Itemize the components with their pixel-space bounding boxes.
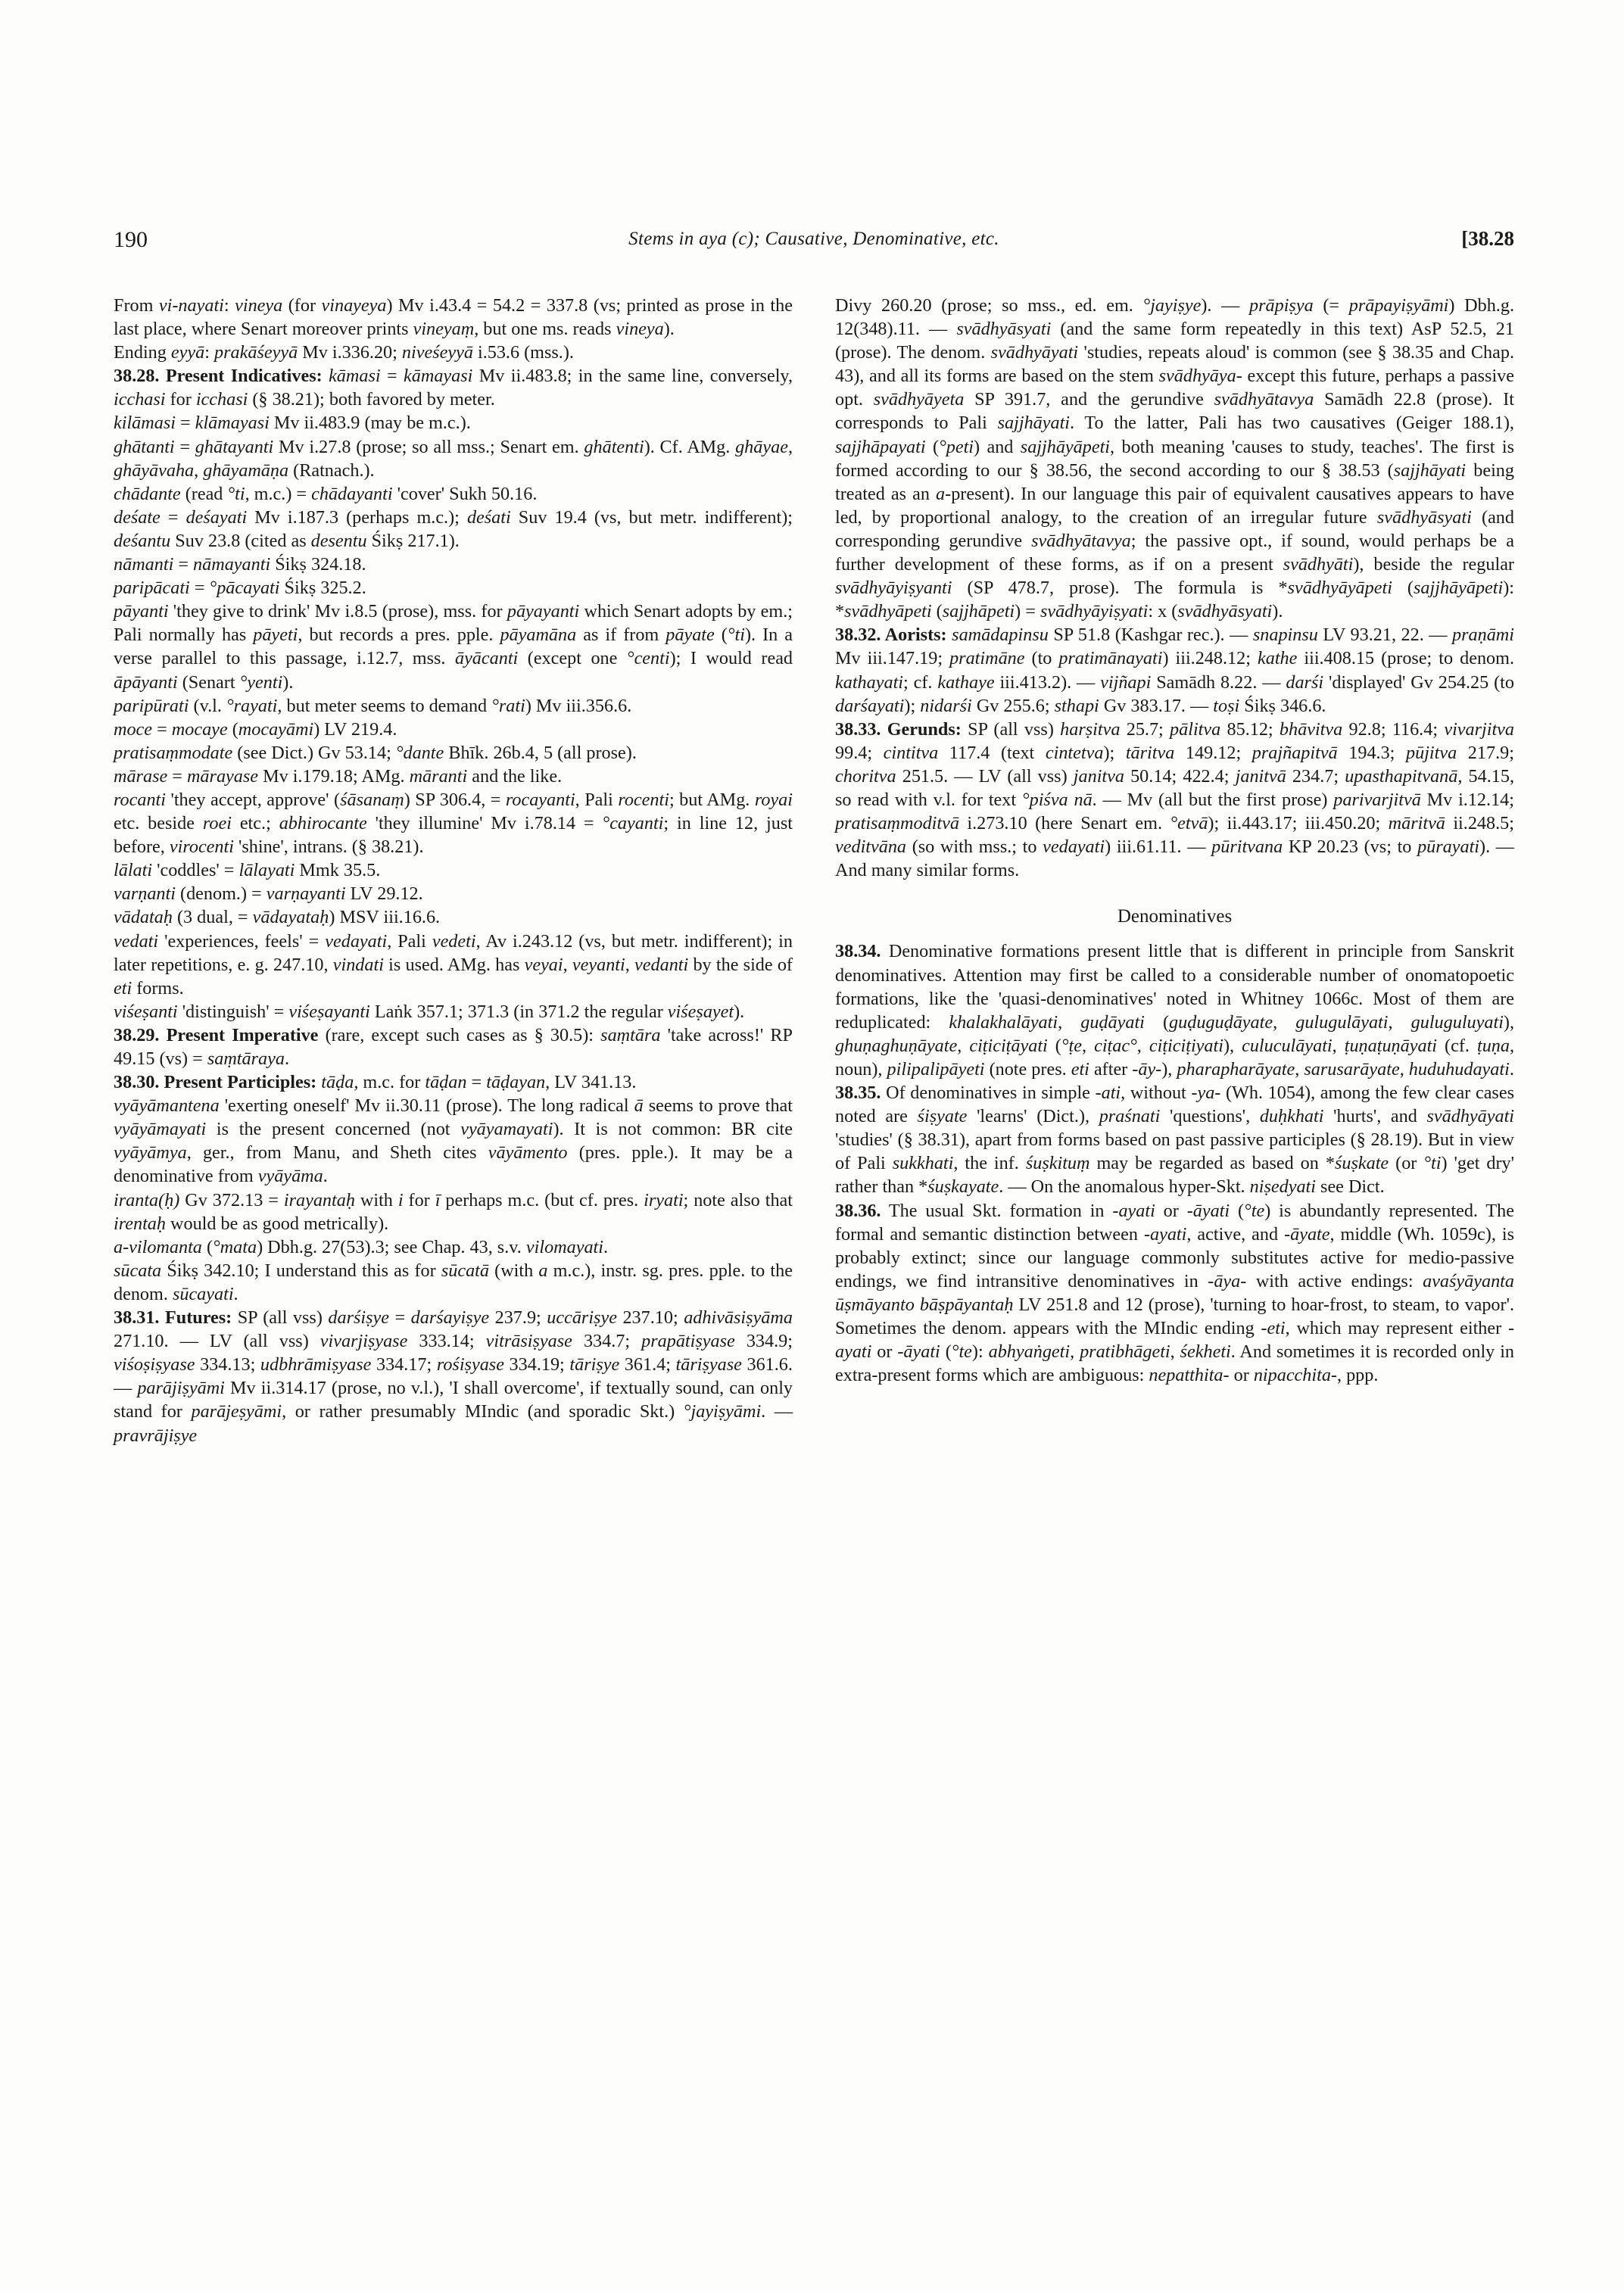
page-content [114, 227, 1514, 1447]
section-38-32: 38.32. Aorists: samādapinsu SP 51.8 (Kashgar rec.). — snapinsu LV 93.21, 22. — praṇāmi Mv iii.147.19; pratimāne (to pratimānayati) iii.248.12; kathe iii.408.15 (prose; to denom. kathayati; cf. kathaye iii.413.2). — vijñapi Samādh 8.22. — darśi 'displayed' Gv 254.25 (to darśayati); nidarśi Gv 255.6; sthapi Gv 383.17. — toṣi Śikṣ 346.6. [835, 625, 1514, 716]
section-heading-denominatives: Denominatives [1117, 906, 1233, 927]
section-38-33: 38.33. Gerunds: SP (all vss) harṣitva 25.7; pālitva 85.12; bhāvitva 92.8; 116.4; vivarjitva 99.4; cintitva 117.4 (text cintetva); tāritva 149.12; prajñapitvā 194.3; pūjitva 217.9; choritva 251.5. — LV (all vss) janitva 50.14; 422.4; janitvā 234.7; upasthapitvanā, 54.15, so read with v.l. for text °piśva nā. — Mv (all but the first prose) parivarjitvā Mv i.12.14; pratisaṃmoditvā i.273.10 (here Senart em. °etvā); ii.443.17; iii.450.20; māritvā ii.248.5; veditvāna (so with mss.; to vedayati) iii.61.11. — pūritvana KP 20.23 (vs; to pūrayati). — And many similar forms. [835, 718, 1515, 881]
paragraph: deśate = deśayati Mv i.187.3 (perhaps m.c.); deśati Suv 19.4 (vs, but metr. indifferent); deśantu Suv 23.8 (cited as desentu Śikṣ 217.1). [114, 506, 793, 551]
section-38-30: 38.30. Present Participles: tāḍa, m.c. for tāḍan = tāḍayan, LV 341.13. [114, 1072, 637, 1093]
paragraph: nāmanti = nāmayanti Śikṣ 324.18. [114, 554, 366, 575]
section-38-34: 38.34. Denominative formations present little that is different in principle from Sanskrit denominatives. Attention may first be called to a considerable number of onomatopoetic formations, like the 'quasi-denominatives' noted in Whitney 1066c. Most of them are reduplicated: khalakhalāyati, guḍāyati (guḍuguḍāyate, gulugulāyati, guluguluyati), ghuṇaghuṇāyate, ciṭiciṭāyati (°ṭe, ciṭac°, ciṭiciṭiyati), culuculāyati, ṭuṇaṭuṇāyati (cf. ṭuṇa, noun), pilipalipāyeti (note pres. eti after -āy-), pharapharāyate, sarusarāyate, huduhudayati. [835, 941, 1515, 1080]
paragraph: vedati 'experiences, feels' = vedayati, Pali vedeti, Av i.243.12 (vs, but metr. indifferent); in later repetitions, e. g. 247.10, vindati is used. AMg. has veyai, veyanti, vedanti by the side of eti forms. [114, 930, 793, 999]
section-38-35: 38.35. Of denominatives in simple -ati, without -ya- (Wh. 1054), among the few clear cases noted are śiṣyate 'learns' (Dict.), praśnati 'questions', duḥkhati 'hurts', and svādhyāyati 'studies' (§ 38.31), apart from forms based on past passive participles (§ 28.19). But in view of Pali sukkhati, the inf. śuṣkituṃ may be regarded as based on *śuṣkate (or °ti) 'get dry' rather than *śuṣkayate. — On the anomalous hyper-Skt. niṣedyati see Dict. [835, 1083, 1515, 1198]
paragraph: irantа(ḥ) Gv 372.13 = irayantaḥ with i for ī perhaps m.c. (but cf. pres. iryati; note also that irentaḥ would be as good metrically). [114, 1189, 793, 1234]
section-38-28: 38.28. Present Indicatives: kāmasi = kāmayasi Mv ii.483.8; in the same line, conversely, icchasi for icchasi (§ 38.21); both favored by meter. [114, 366, 793, 410]
paragraph: From vi-nayati: vineya (for vinayeya) Mv i.43.4 = 54.2 = 337.8 (vs; printed as prose in the last place, where Senart moreover prints vineyaṃ, but one ms. reads vineya). [114, 295, 793, 340]
text-columns [114, 294, 1514, 1447]
paragraph: moce = mocaye (mocayāmi) LV 219.4. [114, 718, 397, 740]
paragraph: paripūrati (v.l. °rayati, but meter seems to demand °rati) Mv iii.356.6. [114, 695, 632, 716]
paragraph: vyāyāmantena 'exerting oneself' Mv ii.30.11 (prose). The long radical ā seems to prove that vyāyāmayati is the present concerned (not vyāyamayati). It is not common: BR cite vyāyāmya, ger., from Manu, and Sheth cites vāyāmento (pres. pple.). It may be a denominative from vyāyāma. [114, 1095, 793, 1187]
running-head [114, 227, 1514, 266]
paragraph: vādataḥ (3 dual, = vādayataḥ) MSV iii.16.6. [114, 907, 441, 928]
paragraph: paripācati = °pācayati Śikṣ 325.2. [114, 578, 366, 599]
folio-number-left: 190 [114, 227, 148, 252]
paragraph: a-vilomanta (°mata) Dbh.g. 27(53).3; see Chap. 43, s.v. vilomayati. [114, 1236, 609, 1257]
running-title: Stems in aya (c); Causative, Denominative, etc. [628, 229, 999, 249]
section-38-36: 38.36. The usual Skt. formation in -ayati or -āyati (°te) is abundantly represented. The formal and semantic distinction between -ayati, active, and -āyate, middle (Wh. 1059c), is probably extinct; since our language commonly substitutes active for medio-passive endings, we find intransitive denominatives in -āya- with active endings: avaśyāyanta ūṣmāyanto bāṣpāyantaḥ LV 251.8 and 12 (prose), 'turning to hoar-frost, to steam, to vapor'. Sometimes the denom. appears with the MIndic ending -eti, which may represent either -ayati or -āyati (°te): abhyaṅgeti, pratibhāgeti, śekheti. And sometimes it is recorded only in extra-present forms which are ambiguous: nepatthita- or nipacchita-, ppp. [835, 1200, 1515, 1386]
paragraph: sūcata Śikṣ 342.10; I understand this as for sūcatā (with a m.c.), instr. sg. pres. pple. to the denom. sūcayati. [114, 1260, 793, 1304]
column-left [114, 294, 793, 1447]
section-38-31: 38.31. Futures: SP (all vss) darśiṣye = darśayiṣye 237.9; uccāriṣye 237.10; adhivāsiṣyāma 271.10. — LV (all vss) vivarjiṣyase 333.14; vitrāsiṣyase 334.7; prapātiṣyase 334.9; viśoṣiṣyase 334.13; udbhrāmiṣyase 334.17; rośiṣyase 334.19; tāriṣye 361.4; tāriṣyase 361.6. — parājiṣyāmi Mv ii.314.17 (prose, no v.l.), 'I shall overcome', if textually sound, can only stand for parājeṣyāmi, or rather presumably MIndic (and sporadic Skt.) °jayiṣyāmi. — pravrājiṣye [114, 1307, 793, 1446]
paragraph: mārase = mārayase Mv i.179.18; AMg. māranti and the like. [114, 765, 563, 787]
paragraph: pāyanti 'they give to drink' Mv i.8.5 (prose), mss. for pāyayanti which Senart adopts by em.; Pali normally has pāyeti, but records a pres. pple. pāyamāna as if from pāyate (°ti). In a verse parallel to this passage, i.12.7, mss. āyācanti (except one °centi); I would read āpāyanti (Senart °yenti). [114, 601, 793, 693]
paragraph: rocanti 'they accept, approve' (śāsanaṃ) SP 306.4, = rocayanti, Pali rocenti; but AMg. royai etc. beside roei etc.; abhirocante 'they illumine' Mv i.78.14 = °cayanti; in line 12, just before, virocenti 'shine', intrans. (§ 38.21). [114, 789, 793, 858]
paragraph: kilāmasi = klāmayasi Mv ii.483.9 (may be m.c.). [114, 413, 471, 434]
paragraph: lālati 'coddles' = lālayati Mmk 35.5. [114, 860, 381, 881]
section-38-29: 38.29. Present Imperative (rare, except such cases as § 30.5): saṃtāra 'take across!' RP 49.15 (vs) = saṃtāraya. [114, 1024, 793, 1069]
paragraph: Ending eyyā: prakāśeyyā Mv i.336.20; niveśeyyā i.53.6 (mss.). [114, 342, 574, 363]
paragraph: chādante (read °ti, m.c.) = chādayanti 'cover' Sukh 50.16. [114, 483, 538, 504]
paragraph: pratisaṃmodate (see Dict.) Gv 53.14; °dante Bhīk. 26b.4, 5 (all prose). [114, 742, 637, 763]
paragraph: Divy 260.20 (prose; so mss., ed. em. °jayiṣye). — prāpiṣya (= prāpayiṣyāmi) Dbh.g. 12(348).11. — svādhyāsyati (and the same form repeatedly in this text) AsP 52.5, 21 (prose). The denom. svādhyāyati 'studies, repeats aloud' is common (see § 38.35 and Chap. 43), and all its forms are based on the stem svādhyāya- except this future, perhaps a passive opt. svādhyāyeta SP 391.7, and the gerundive svādhyātavya Samādh 22.8 (prose). It corresponds to Pali sajjhāyati. To the latter, Pali has two causatives (Geiger 188.1), sajjhāpayati (°peti) and sajjhāyāpeti, both meaning 'causes to study, teaches'. The first is formed according to our § 38.56, the second according to our § 38.53 (sajjhāyati being treated as an a-present). In our language this pair of equivalent causatives appears to have led, by proportional analogy, to the creation of an irregular future svādhyāsyati (and corresponding gerundive svādhyātavya; the passive opt., if sound, would perhaps be a further development of these forms, as if on a present svādhyāti), beside the regular svādhyāyiṣyanti (SP 478.7, prose). The formula is *svādhyāyāpeti (sajjhāyāpeti): *svādhyāpeti (sajjhāpeti) = svādhyāyiṣyati: x (svādhyāsyati). [835, 295, 1515, 622]
paragraph: ghātanti = ghātayanti Mv i.27.8 (prose; so all mss.; Senart em. ghātenti). Cf. AMg. ghāyae, ghāyāvaha, ghāyamāṇa (Ratnach.). [114, 436, 793, 481]
paragraph: varṇanti (denom.) = varṇayanti LV 29.12. [114, 883, 423, 905]
section-reference-right: [38.28 [1461, 227, 1514, 250]
column-right [835, 294, 1514, 1387]
paragraph: viśeṣanti 'distinguish' = viśeṣayanti Laṅk 357.1; 371.3 (in 371.2 the regular viśeṣayet). [114, 1001, 745, 1022]
